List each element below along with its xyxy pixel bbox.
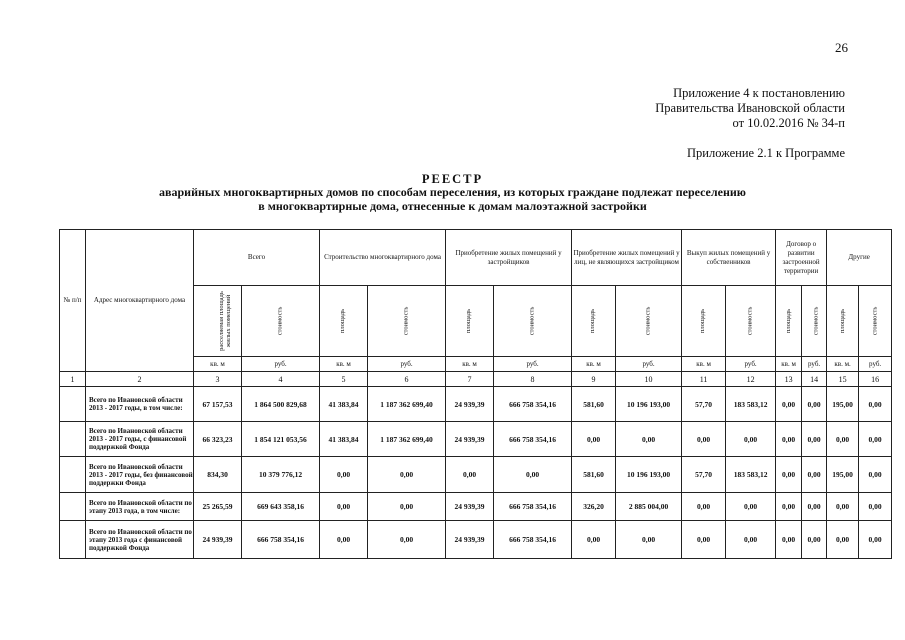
- row-value: 666 758 354,16: [494, 422, 572, 457]
- row-value: 0,00: [320, 457, 368, 493]
- header-group-territory: Договор о развитии застроенной территории: [776, 230, 827, 286]
- col-number: 8: [494, 372, 572, 387]
- header-group-developers: Приобретение жилых помещений у застройщиков: [446, 230, 572, 286]
- col-number: 14: [802, 372, 827, 387]
- row-value: 0,00: [368, 493, 446, 521]
- sub-cost: стоимость: [726, 286, 776, 357]
- row-value: 0,00: [827, 521, 859, 559]
- row-address: Всего по Ивановской области по этапу 2013 года, в том числе:: [86, 493, 194, 521]
- row-value: 1 864 500 829,68: [242, 387, 320, 422]
- col-number: 11: [682, 372, 726, 387]
- col-number: 10: [616, 372, 682, 387]
- row-value: 0,00: [320, 493, 368, 521]
- row-value: 0,00: [802, 521, 827, 559]
- unit-area: кв. м: [776, 357, 802, 372]
- header-no: № п/п: [60, 230, 86, 372]
- row-value: 10 379 776,12: [242, 457, 320, 493]
- col-number: 5: [320, 372, 368, 387]
- row-value: 0,00: [616, 422, 682, 457]
- col-number: 13: [776, 372, 802, 387]
- column-number-row: [60, 372, 892, 387]
- document-title: РЕЕСТР: [421, 172, 484, 186]
- row-number-cell: [60, 457, 86, 493]
- row-value: 67 157,53: [194, 387, 242, 422]
- col-number: 7: [446, 372, 494, 387]
- row-value: 24 939,39: [446, 521, 494, 559]
- row-value: 0,00: [682, 493, 726, 521]
- row-address: Всего по Ивановской области 2013 - 2017 годы, с финансовой поддержкой Фонда: [86, 422, 194, 457]
- header-address: Адрес многоквартирного дома: [86, 230, 194, 372]
- row-value: 0,00: [776, 387, 802, 422]
- col-number: 6: [368, 372, 446, 387]
- unit-rub: руб.: [616, 357, 682, 372]
- unit-rub: руб.: [494, 357, 572, 372]
- row-number-cell: [60, 387, 86, 422]
- row-value: 0,00: [776, 493, 802, 521]
- row-number-cell: [60, 493, 86, 521]
- unit-rub: руб.: [368, 357, 446, 372]
- registry-table: [59, 229, 892, 559]
- document-subtitle-1: аварийных многоквартирных домов по способам переселения, из которых граждане подлежат переселению: [159, 185, 746, 199]
- row-value: 24 939,39: [446, 422, 494, 457]
- row-value: 0,00: [726, 493, 776, 521]
- row-number-cell: [60, 422, 86, 457]
- row-value: 0,00: [494, 457, 572, 493]
- sub-area: площадь: [827, 286, 859, 357]
- row-value: 41 383,84: [320, 387, 368, 422]
- row-value: 326,20: [572, 493, 616, 521]
- row-value: 0,00: [368, 457, 446, 493]
- row-value: 581,60: [572, 457, 616, 493]
- row-value: 581,60: [572, 387, 616, 422]
- row-value: 1 854 121 053,56: [242, 422, 320, 457]
- row-value: 0,00: [802, 387, 827, 422]
- appendix-program-line: Приложение 2.1 к Программе: [687, 146, 845, 160]
- col-number: 4: [242, 372, 320, 387]
- row-value: 57,70: [682, 387, 726, 422]
- header-group-other: Другие: [827, 230, 892, 286]
- sub-area: площадь: [446, 286, 494, 357]
- col-number: 3: [194, 372, 242, 387]
- sub-total-area: расселяемая площадь жилых помещений: [194, 286, 242, 357]
- sub-cost: стоимость: [859, 286, 892, 357]
- row-value: 0,00: [802, 422, 827, 457]
- row-value: 0,00: [726, 521, 776, 559]
- row-value: 0,00: [682, 422, 726, 457]
- col-number: 12: [726, 372, 776, 387]
- unit-area: кв. м: [320, 357, 368, 372]
- row-value: 0,00: [368, 521, 446, 559]
- sub-cost: стоимость: [242, 286, 320, 357]
- unit-rub: руб.: [726, 357, 776, 372]
- table-row: [60, 457, 892, 493]
- row-value: 0,00: [682, 521, 726, 559]
- row-value: 0,00: [776, 457, 802, 493]
- row-value: 1 187 362 699,40: [368, 387, 446, 422]
- row-value: 1 187 362 699,40: [368, 422, 446, 457]
- row-value: 183 583,12: [726, 457, 776, 493]
- row-value: 183 583,12: [726, 387, 776, 422]
- row-value: 0,00: [859, 493, 892, 521]
- sub-area: площадь: [572, 286, 616, 357]
- row-value: 666 758 354,16: [494, 521, 572, 559]
- row-value: 25 265,59: [194, 493, 242, 521]
- row-value: 57,70: [682, 457, 726, 493]
- row-value: 666 758 354,16: [494, 493, 572, 521]
- row-value: 10 196 193,00: [616, 387, 682, 422]
- row-value: 0,00: [827, 422, 859, 457]
- row-value: 666 758 354,16: [494, 387, 572, 422]
- row-value: 0,00: [827, 493, 859, 521]
- header-group-buyout: Выкуп жилых помещений у собственников: [682, 230, 776, 286]
- row-value: 24 939,39: [446, 387, 494, 422]
- appendix-line-1: Приложение 4 к постановлению: [673, 86, 845, 100]
- row-value: 41 383,84: [320, 422, 368, 457]
- row-value: 195,00: [827, 457, 859, 493]
- col-number: 15: [827, 372, 859, 387]
- row-value: 669 643 358,16: [242, 493, 320, 521]
- sub-cost: стоимость: [494, 286, 572, 357]
- table-row: [60, 521, 892, 559]
- row-value: 0,00: [802, 493, 827, 521]
- row-value: 0,00: [859, 387, 892, 422]
- row-value: 0,00: [320, 521, 368, 559]
- unit-rub: руб.: [802, 357, 827, 372]
- row-value: 0,00: [859, 457, 892, 493]
- row-value: 0,00: [859, 521, 892, 559]
- row-value: 0,00: [859, 422, 892, 457]
- header-group-construction: Строительство многоквартирного дома: [320, 230, 446, 286]
- table-row: [60, 493, 892, 521]
- page-number: 26: [835, 40, 848, 55]
- header-group-non-developers: Приобретение жилых помещений у лиц, не являющихся застройщиком: [572, 230, 682, 286]
- table-row: [60, 422, 892, 457]
- sub-area: площадь: [682, 286, 726, 357]
- row-value: 24 939,39: [446, 493, 494, 521]
- row-address: Всего по Ивановской области по этапу 2013 года с финансовой поддержкой Фонда: [86, 521, 194, 559]
- unit-area: кв. м: [446, 357, 494, 372]
- row-value: 66 323,23: [194, 422, 242, 457]
- unit-area: кв. м: [572, 357, 616, 372]
- col-number: 9: [572, 372, 616, 387]
- unit-area: кв. м.: [827, 357, 859, 372]
- col-number: 16: [859, 372, 892, 387]
- document-subtitle-2: в многоквартирные дома, отнесенные к домам малоэтажной застройки: [258, 199, 647, 213]
- row-value: 0,00: [572, 521, 616, 559]
- row-value: 0,00: [726, 422, 776, 457]
- row-value: 0,00: [572, 422, 616, 457]
- unit-area: кв. м: [194, 357, 242, 372]
- sub-area: площадь: [776, 286, 802, 357]
- row-value: 195,00: [827, 387, 859, 422]
- row-value: 2 885 004,00: [616, 493, 682, 521]
- row-value: 0,00: [446, 457, 494, 493]
- col-number: 2: [86, 372, 194, 387]
- table-row: [60, 387, 892, 422]
- col-number: 1: [60, 372, 86, 387]
- row-address: Всего по Ивановской области 2013 - 2017 годы, в том числе:: [86, 387, 194, 422]
- header-row-groups: [60, 230, 892, 286]
- row-address: Всего по Ивановской области 2013 - 2017 годы, без финансовой поддержки Фонда: [86, 457, 194, 493]
- row-value: 24 939,39: [194, 521, 242, 559]
- appendix-line-2: Правительства Ивановской области: [655, 101, 845, 115]
- sub-cost: стоимость: [368, 286, 446, 357]
- row-value: 834,30: [194, 457, 242, 493]
- row-value: 0,00: [776, 521, 802, 559]
- row-number-cell: [60, 521, 86, 559]
- unit-rub: руб.: [242, 357, 320, 372]
- header-group-total: Всего: [194, 230, 320, 286]
- row-value: 10 196 193,00: [616, 457, 682, 493]
- sub-area: площадь: [320, 286, 368, 357]
- row-value: 0,00: [616, 521, 682, 559]
- sub-cost: стоимость: [616, 286, 682, 357]
- row-value: 0,00: [776, 422, 802, 457]
- sub-cost: стоимость: [802, 286, 827, 357]
- row-value: 0,00: [802, 457, 827, 493]
- unit-rub: руб.: [859, 357, 892, 372]
- appendix-block: [655, 86, 845, 131]
- unit-area: кв. м: [682, 357, 726, 372]
- row-value: 666 758 354,16: [242, 521, 320, 559]
- appendix-line-3: от 10.02.2016 № 34-п: [732, 116, 845, 130]
